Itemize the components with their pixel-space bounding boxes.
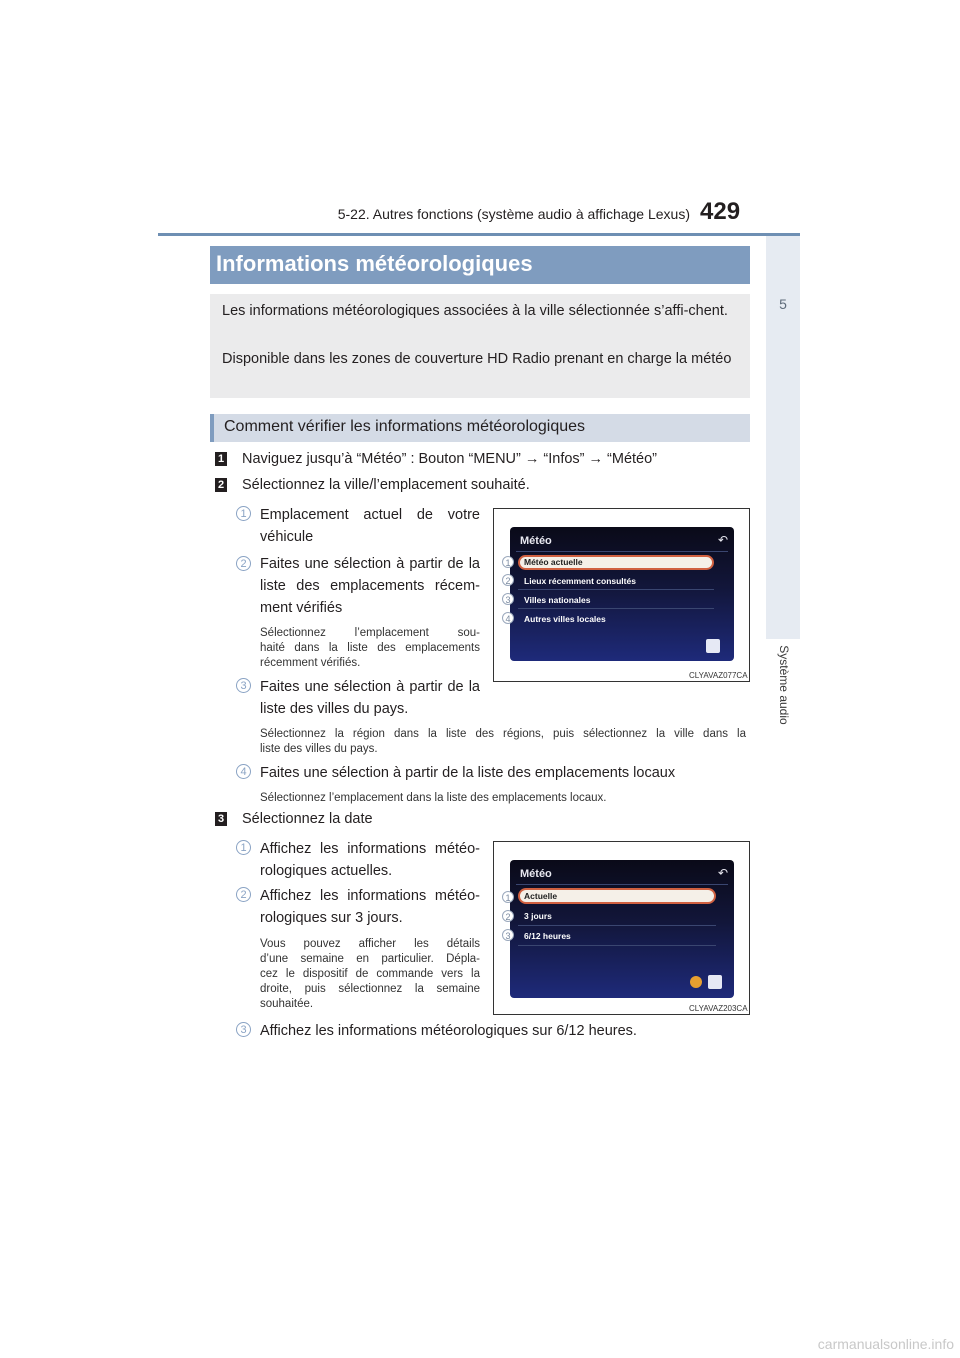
item-2-2-note2: haité dans la liste des emplacements xyxy=(260,642,480,654)
item-2-2-line1: Faites une sélection à partir de la xyxy=(260,556,480,572)
screen-row: Lieux récemment consultés xyxy=(524,576,636,586)
item-3-2-line1: Affichez les informations météo- xyxy=(260,888,480,904)
item-2-4-note1: Sélectionnez l’emplacement dans la liste des emplacements locaux. xyxy=(260,792,607,804)
screen-row: 6/12 heures xyxy=(524,931,571,941)
hd-radio-icon xyxy=(690,976,702,988)
row-divider xyxy=(518,945,716,946)
item-3-2-note4: droite, puis sélectionnez la semaine xyxy=(260,983,480,995)
item-2-2-note1: Sélectionnez l’emplacement sou- xyxy=(260,627,480,639)
item-3-1-line2: rologiques actuelles. xyxy=(260,863,393,879)
item-2-1-line1: Emplacement actuel de votre xyxy=(260,507,480,523)
chapter-label: Système audio xyxy=(777,645,791,725)
item-number-circle: 2 xyxy=(236,887,251,902)
row-divider xyxy=(518,608,714,609)
callout-2: 2 xyxy=(502,574,514,586)
row-divider xyxy=(518,589,714,590)
callout-2: 2 xyxy=(502,910,514,922)
item-2-3-line1: Faites une sélection à partir de la xyxy=(260,679,480,695)
item-2-2-line2: liste des emplacements récem- xyxy=(260,578,480,594)
intro-paragraph-2: Disponible dans les zones de couverture HD Radio prenant en charge la météo xyxy=(222,351,732,367)
callout-1: 1 xyxy=(502,891,514,903)
item-3-2-line2: rologiques sur 3 jours. xyxy=(260,910,403,926)
step-number-1: 1 xyxy=(215,452,227,466)
item-2-4-line1: Faites une sélection à partir de la liste des emplacements locaux xyxy=(260,765,676,781)
step-2-text: Sélectionnez la ville/l’emplacement souhaité. xyxy=(242,477,530,493)
item-number-circle: 1 xyxy=(236,840,251,855)
item-3-2-note5: souhaitée. xyxy=(260,998,314,1010)
step-3-text: Sélectionnez la date xyxy=(242,811,373,827)
item-2-2-line3: ment vérifiés xyxy=(260,600,343,616)
screen-row: Villes nationales xyxy=(524,595,591,605)
figure-code: CLYAVAZ077CA xyxy=(689,671,748,680)
screenshot-weather-menu xyxy=(493,508,750,682)
screen-row: Autres villes locales xyxy=(524,614,606,624)
callout-3: 3 xyxy=(502,593,514,605)
section-title: Informations météorologiques xyxy=(216,251,533,276)
screen-title: Météo xyxy=(520,868,552,880)
page-number: 429 xyxy=(700,198,741,225)
running-header: 5-22. Autres fonctions (système audio à affichage Lexus) xyxy=(337,206,690,222)
item-3-2-note3: cez le dispositif de commande vers la xyxy=(260,968,480,980)
item-number-circle: 2 xyxy=(236,556,251,571)
watermark: carmanualsonline.info xyxy=(817,1336,954,1352)
intro-paragraph-1: Les informations météorologiques associées à la ville sélectionnée s’affi-chent. xyxy=(222,303,728,319)
item-2-3-line2: liste des villes du pays. xyxy=(260,701,409,717)
header-rule xyxy=(158,233,800,236)
back-icon: ↶ xyxy=(718,533,729,547)
subheading: Comment vérifier les informations météorologiques xyxy=(224,418,586,435)
screen-row: Actuelle xyxy=(524,891,558,901)
row-divider xyxy=(518,925,716,926)
step-number-2: 2 xyxy=(215,478,227,492)
display-screen xyxy=(510,527,734,661)
item-3-2-note1: Vous pouvez afficher les détails xyxy=(260,938,480,950)
item-2-3-note1: Sélectionnez la région dans la liste des régions, puis sélectionnez la ville dans la xyxy=(260,728,746,740)
weather-logo-icon xyxy=(708,975,722,989)
item-2-3-note2: liste des villes du pays. xyxy=(260,743,378,755)
item-number-circle: 3 xyxy=(236,1022,251,1037)
screen-title: Météo xyxy=(520,535,552,547)
item-3-2-note2: d’une semaine en particulier. Dépla- xyxy=(260,953,480,965)
item-number-circle: 4 xyxy=(236,764,251,779)
figure-code: CLYAVAZ203CA xyxy=(689,1004,748,1013)
item-3-1-line1: Affichez les informations météo- xyxy=(260,841,480,857)
back-icon: ↶ xyxy=(718,866,729,880)
item-number-circle: 1 xyxy=(236,506,251,521)
item-2-1-line2: véhicule xyxy=(260,529,314,545)
callout-4: 4 xyxy=(502,612,514,624)
hd-radio-logo-icon xyxy=(706,639,720,653)
item-2-2-note3: récemment vérifiés. xyxy=(260,657,361,669)
step-number-3: 3 xyxy=(215,812,227,826)
item-3-3-line1: Affichez les informations météorologiques sur 6/12 heures. xyxy=(260,1023,637,1039)
item-number-circle: 3 xyxy=(236,678,251,693)
step-1-text: Naviguez jusqu’à “Météo” : Bouton “MENU” → “Infos” → “Météo” xyxy=(242,451,657,467)
screen-row: Météo actuelle xyxy=(524,557,583,567)
callout-3: 3 xyxy=(502,929,514,941)
screenshot-weather-date xyxy=(493,841,750,1015)
chapter-number: 5 xyxy=(779,296,787,312)
screen-divider xyxy=(516,551,728,552)
callout-1: 1 xyxy=(502,556,514,568)
screen-divider xyxy=(516,884,728,885)
screen-row: 3 jours xyxy=(524,911,552,921)
display-screen xyxy=(510,860,734,998)
